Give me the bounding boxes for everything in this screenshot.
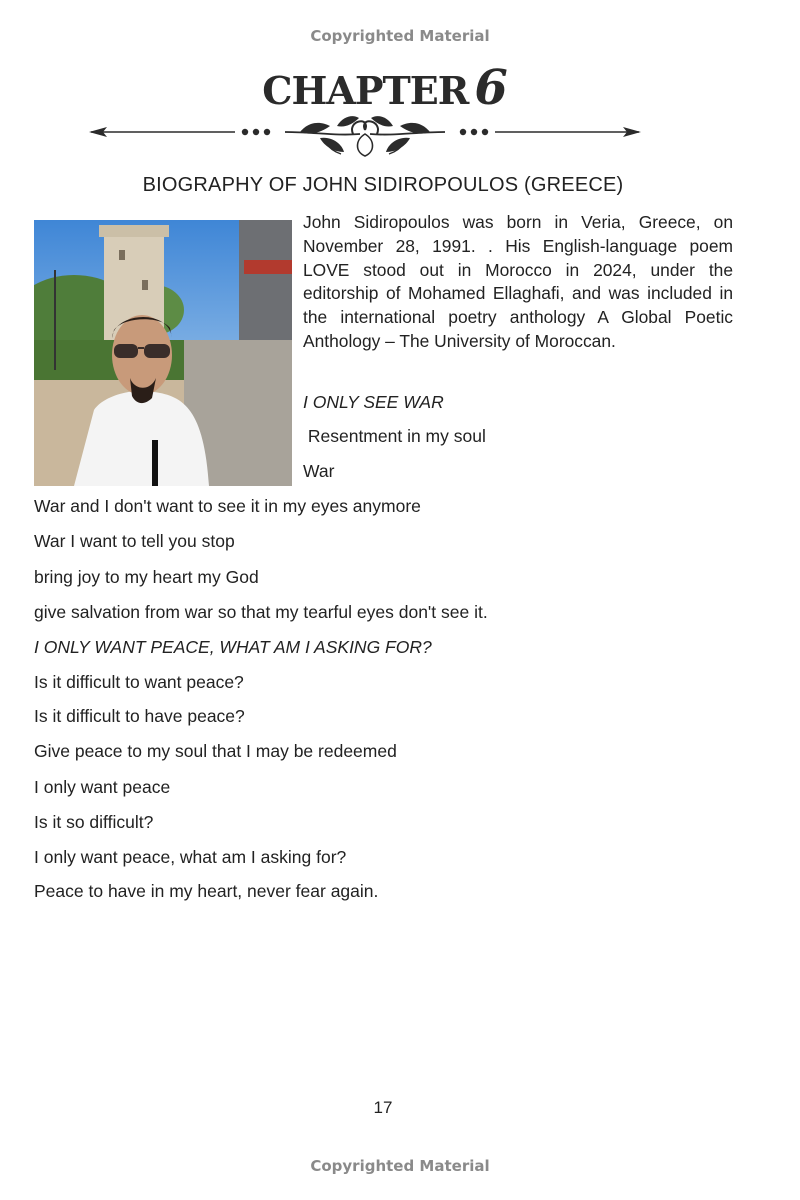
copyright-footer: Copyrighted Material xyxy=(310,1157,490,1175)
poem-line: Resentment in my soul xyxy=(303,426,486,446)
poem-line: Is it so difficult? xyxy=(34,812,154,832)
biography-heading: BIOGRAPHY OF JOHN SIDIROPOULOS (GREECE) xyxy=(142,174,624,196)
page-number: 17 xyxy=(373,1098,393,1117)
copyright-header: Copyrighted Material xyxy=(310,27,490,45)
poem-line: I only want peace, what am I asking for? xyxy=(34,847,347,867)
poem-line: Is it difficult to have peace? xyxy=(34,706,245,726)
poem-line: War I want to tell you stop xyxy=(34,531,235,551)
biography-paragraph: John Sidiropoulos was born in Veria, Greece, on November 28, 1991. . His English-language poem LOVE stood out in Morocco in 2024, under the editorship of Mohamed Ellaghafi, and was included in the international poetry anthology A Global Poetic Anthology – The University of Moroccan. xyxy=(303,212,733,351)
chapter-word: CHAPTER xyxy=(262,68,469,113)
chapter-divider-ornament xyxy=(85,112,645,168)
poem-line: bring joy to my heart my God xyxy=(34,567,259,587)
poem-title-2: I ONLY WANT PEACE, WHAT AM I ASKING FOR? xyxy=(34,637,432,657)
author-photo xyxy=(34,220,292,486)
chapter-title xyxy=(0,60,770,116)
poem-line: War and I don't want to see it in my eyes anymore xyxy=(34,496,421,516)
poem-line: Peace to have in my heart, never fear again. xyxy=(34,881,379,901)
chapter-number: 6 xyxy=(474,60,508,116)
poem-line: War xyxy=(303,461,335,481)
poem-title-1: I ONLY SEE WAR xyxy=(303,392,444,412)
poem-line: give salvation from war so that my tearful eyes don't see it. xyxy=(34,602,488,622)
poem-line: Is it difficult to want peace? xyxy=(34,672,244,692)
poem-line: I only want peace xyxy=(34,777,171,797)
poem-line: Give peace to my soul that I may be redeemed xyxy=(34,741,397,761)
